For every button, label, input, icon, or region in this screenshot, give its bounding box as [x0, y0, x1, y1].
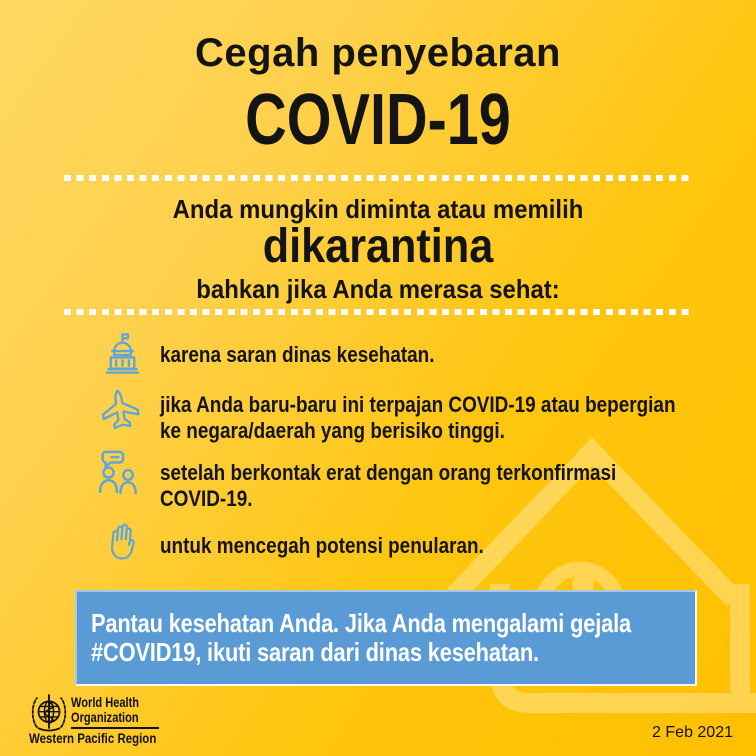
who-logo-divider [71, 727, 159, 729]
reason-line: setelah berkontak erat dengan orang terkonfirmasi [160, 460, 617, 485]
poster-title-covid19: COVID-19 [245, 80, 511, 160]
reason-1-text [160, 342, 434, 368]
reason-line: karena saran dinas kesehatan. [160, 342, 435, 367]
subtitle-emphasis-dikarantina: dikarantina [262, 220, 494, 273]
reason-line: ke negara/daerah yang berisiko tinggi. [160, 418, 505, 443]
poster-title-line1: Cegah penyebaran [195, 31, 561, 75]
reason-3-text [160, 460, 616, 512]
airplane-icon [95, 385, 145, 433]
stop-hand-icon [100, 518, 145, 564]
reason-line: jika Anda baru-baru ini terpajan COVID-19 atau bepergian [160, 392, 676, 417]
who-region-label: Western Pacific Region [29, 731, 157, 746]
government-building-icon [99, 331, 146, 379]
close-contact-conversation-icon [92, 447, 145, 499]
dotted-divider-top [64, 175, 692, 181]
subtitle-line1: Anda mungkin diminta atau memilih [172, 194, 584, 224]
reason-line: untuk mencegah potensi penularan. [160, 533, 484, 558]
poster-date: 2 Feb 2021 [652, 724, 733, 741]
advice-banner-line2: #COVID19, ikuti saran dari dinas kesehatan. [91, 637, 539, 667]
reason-line: COVID-19. [160, 486, 253, 511]
advice-banner [75, 590, 697, 686]
reason-4-text [160, 533, 484, 559]
advice-banner-line1: Pantau kesehatan Anda. Jika Anda mengalami gejala [91, 608, 631, 638]
dotted-divider-bottom [64, 309, 692, 315]
subtitle-line2: bahkan jika Anda merasa sehat: [196, 274, 560, 304]
reason-2-text [160, 392, 676, 444]
who-logo-text [71, 695, 139, 725]
who-logo-line1: World Health [71, 695, 140, 710]
who-logo-line2: Organization [71, 710, 139, 725]
